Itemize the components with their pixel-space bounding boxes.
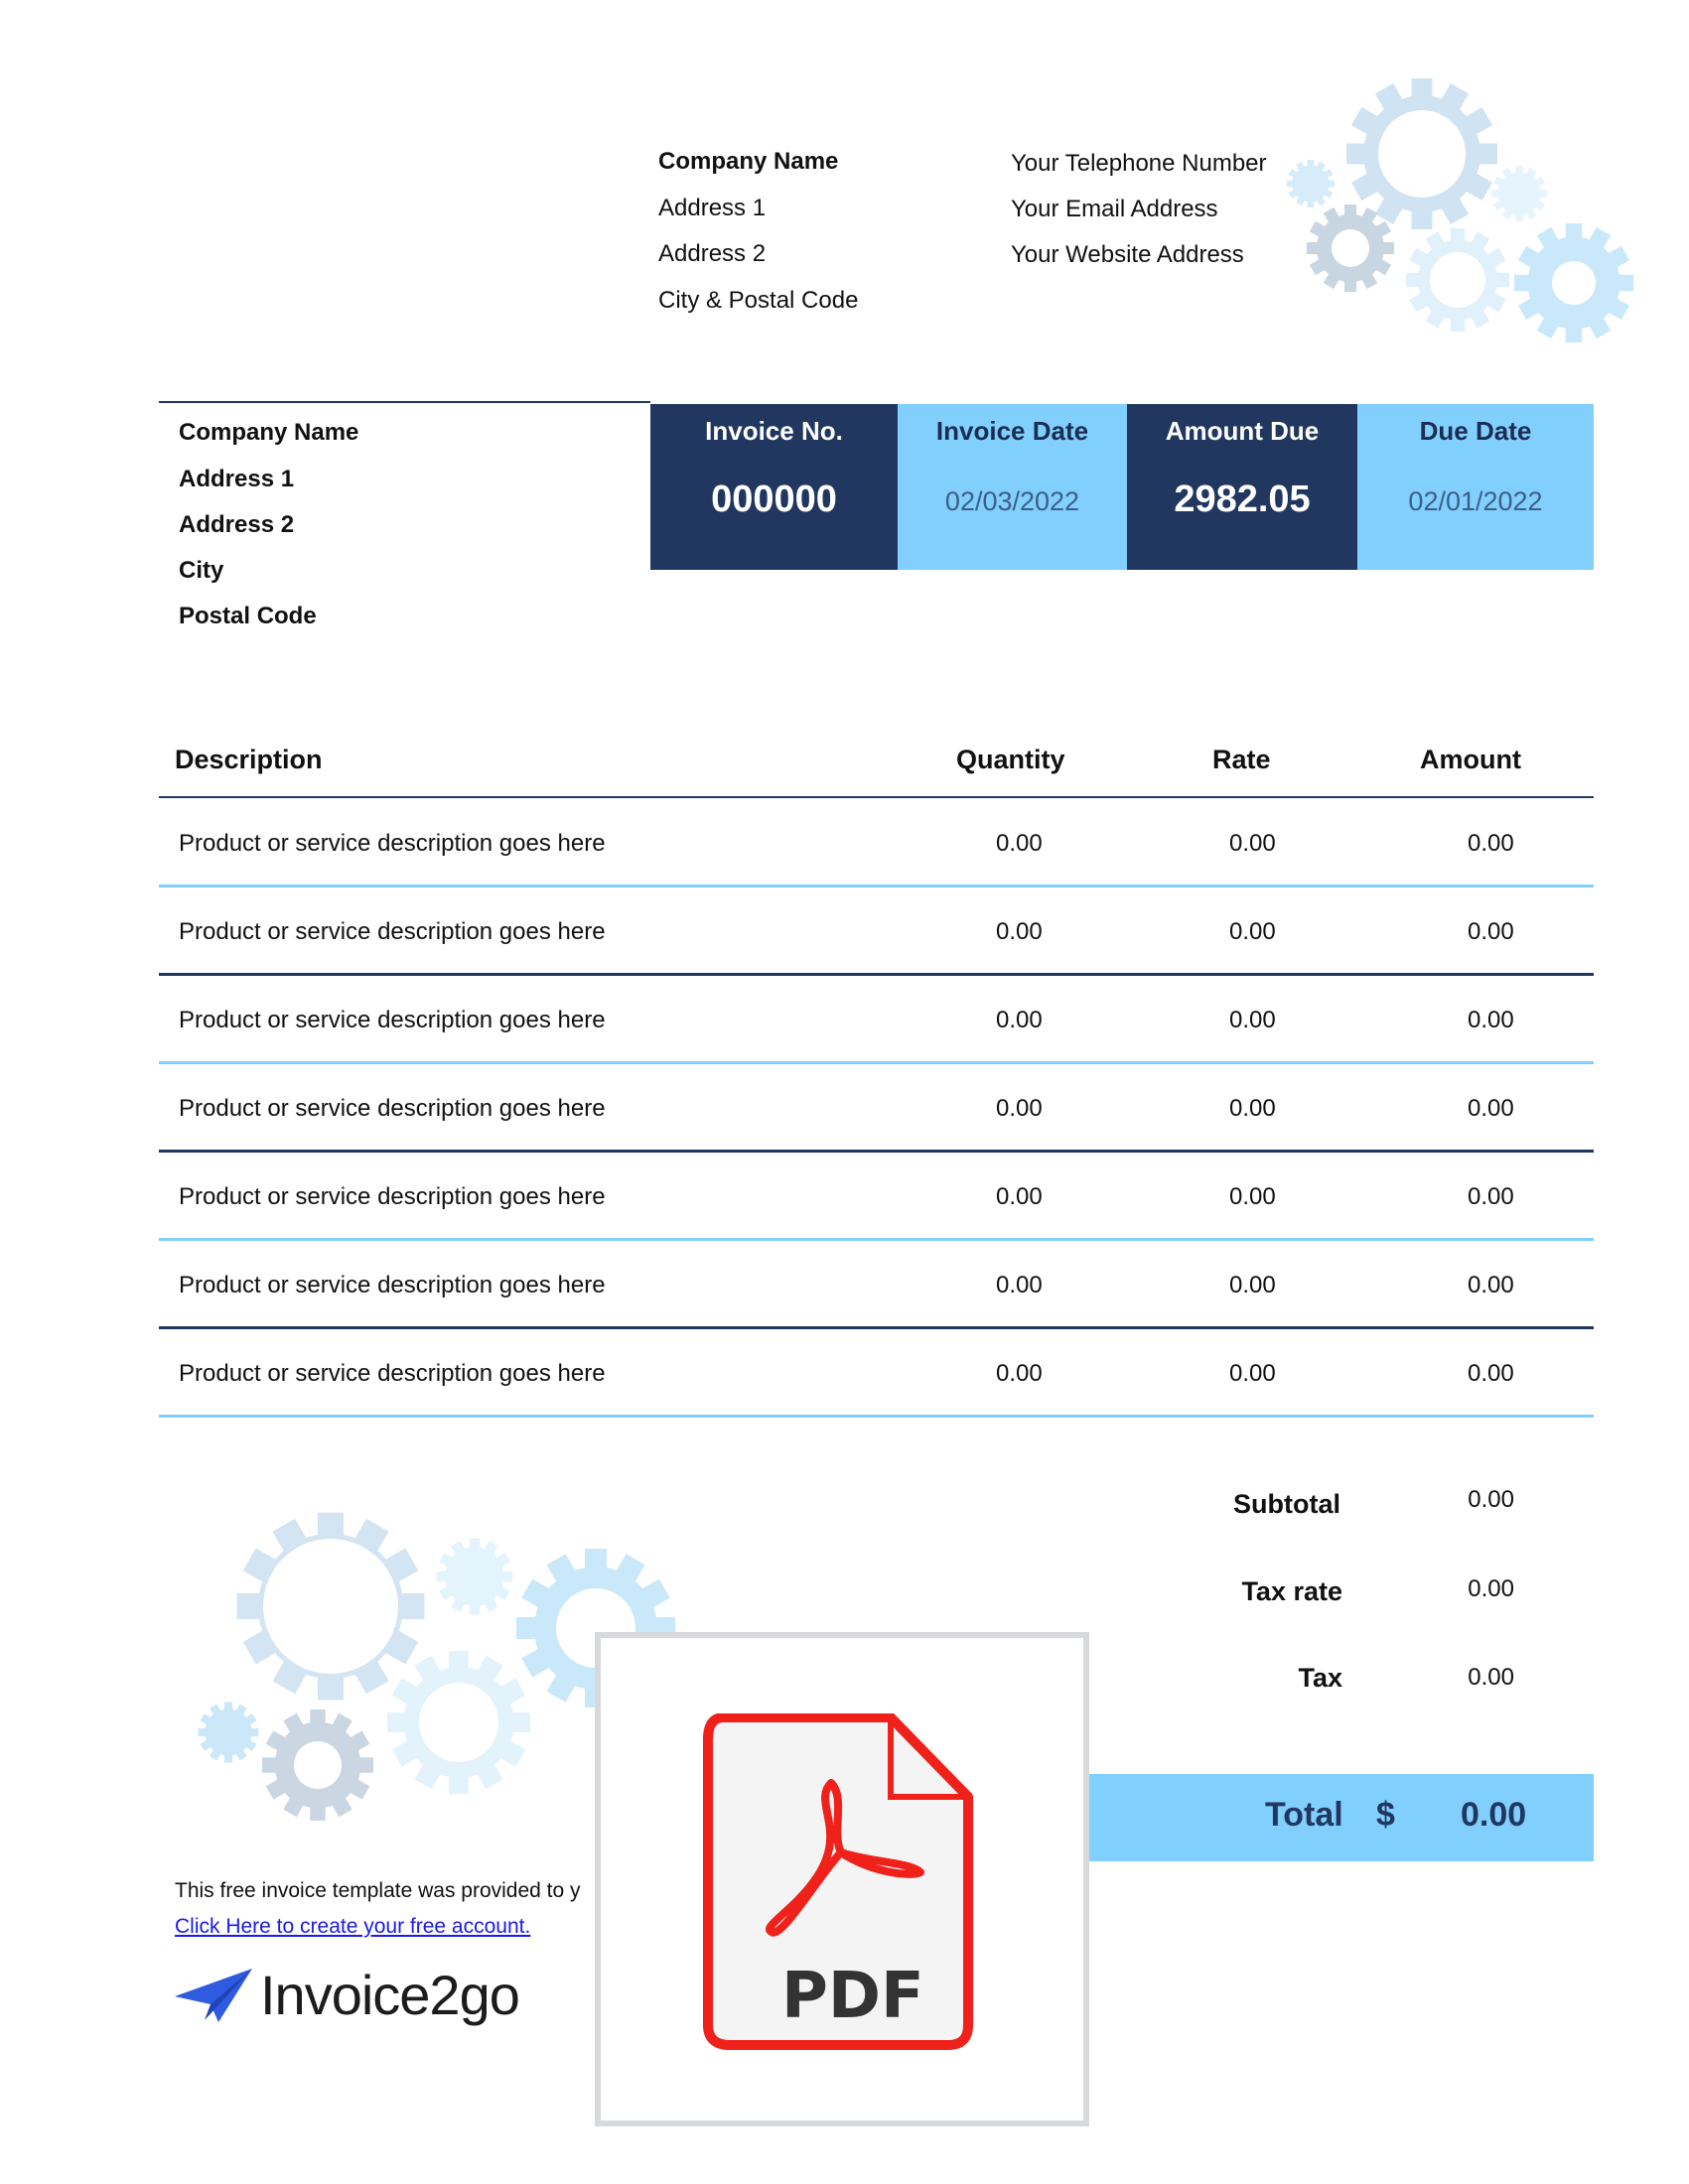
tax-value: 0.00 (1468, 1664, 1514, 1691)
gear-icon (387, 1651, 530, 1794)
gear-icon (1514, 223, 1633, 342)
row-rate: 0.00 (1229, 1272, 1276, 1298)
row-description: Product or service description goes here (179, 918, 606, 945)
row-divider (159, 1326, 1594, 1329)
billing-company-name: Company Name (179, 419, 359, 446)
row-rate: 0.00 (1229, 918, 1276, 945)
billing-address-2: Address 2 (179, 511, 295, 538)
brand-name: Invoice2go (260, 1964, 519, 2026)
sender-telephone: Your Telephone Number (1011, 150, 1267, 177)
tax-rate-value: 0.00 (1468, 1575, 1514, 1602)
invoice-date-label: Invoice Date (935, 416, 1089, 446)
create-account-link[interactable]: Click Here to create your free account. (175, 1915, 531, 1938)
total-bar (1082, 1774, 1594, 1861)
due-date-box (1357, 404, 1594, 570)
row-quantity: 0.00 (996, 918, 1043, 945)
invoice-date-value: 02/03/2022 (944, 486, 1080, 516)
row-quantity: 0.00 (996, 1272, 1043, 1298)
row-description: Product or service description goes here (179, 1183, 606, 1210)
gear-icon (1307, 205, 1394, 292)
invoice-number-value: 000000 (711, 478, 837, 520)
row-quantity: 0.00 (996, 830, 1043, 857)
row-quantity: 0.00 (996, 1007, 1043, 1033)
row-amount: 0.00 (1468, 1095, 1514, 1122)
row-divider (159, 1150, 1594, 1153)
gears-decoration-top (1271, 60, 1668, 357)
invoice-number-label: Invoice No. (705, 416, 843, 446)
row-description: Product or service description goes here (179, 1007, 606, 1033)
billing-divider (159, 401, 650, 403)
total-label: Total (1265, 1796, 1343, 1834)
row-quantity: 0.00 (996, 1360, 1043, 1387)
paper-plane-icon (175, 1967, 254, 2024)
row-rate: 0.00 (1229, 1007, 1276, 1033)
sender-company-name: Company Name (658, 148, 839, 175)
gear-icon (199, 1703, 259, 1763)
column-header-description: Description (175, 745, 323, 774)
due-date-value: 02/01/2022 (1408, 486, 1543, 516)
column-header-quantity: Quantity (956, 745, 1065, 774)
row-amount: 0.00 (1468, 918, 1514, 945)
row-divider (159, 1061, 1594, 1064)
row-description: Product or service description goes here (179, 1272, 606, 1298)
row-quantity: 0.00 (996, 1183, 1043, 1210)
row-amount: 0.00 (1468, 1183, 1514, 1210)
tax-label: Tax (1298, 1663, 1342, 1693)
row-divider (159, 885, 1594, 887)
footer-note: This free invoice template was provided to y (175, 1879, 581, 1902)
row-description: Product or service description goes here (179, 1360, 606, 1387)
row-amount: 0.00 (1468, 830, 1514, 857)
row-description: Product or service description goes here (179, 830, 606, 857)
pdf-preview-card[interactable] (595, 1632, 1089, 2126)
total-currency: $ (1376, 1796, 1395, 1834)
gear-icon (262, 1709, 373, 1821)
gear-icon (1346, 78, 1497, 229)
row-quantity: 0.00 (996, 1095, 1043, 1122)
sender-email: Your Email Address (1011, 196, 1218, 222)
column-header-rate: Rate (1212, 745, 1271, 774)
subtotal-value: 0.00 (1468, 1486, 1514, 1513)
row-divider (159, 1238, 1594, 1241)
amount-due-box (1127, 404, 1357, 570)
row-rate: 0.00 (1229, 1360, 1276, 1387)
gear-icon (1491, 166, 1547, 221)
subtotal-label: Subtotal (1233, 1489, 1340, 1519)
pdf-label: PDF (781, 1960, 924, 2033)
row-amount: 0.00 (1468, 1007, 1514, 1033)
billing-city: City (179, 557, 224, 584)
gear-icon (1406, 228, 1509, 332)
billing-postal-code: Postal Code (179, 603, 317, 629)
row-divider (159, 973, 1594, 976)
row-amount: 0.00 (1468, 1360, 1514, 1387)
amount-due-value: 2982.05 (1174, 478, 1311, 520)
row-description: Product or service description goes here (179, 1095, 606, 1122)
gear-icon (437, 1539, 513, 1615)
gear-icon (237, 1513, 425, 1701)
row-rate: 0.00 (1229, 830, 1276, 857)
row-rate: 0.00 (1229, 1095, 1276, 1122)
column-header-amount: Amount (1420, 745, 1521, 774)
invoice-number-box (650, 404, 898, 570)
sender-address-1: Address 1 (658, 195, 767, 221)
total-value: 0.00 (1461, 1796, 1527, 1834)
gear-icon (1287, 160, 1335, 207)
row-divider (159, 1415, 1594, 1418)
sender-city-postal: City & Postal Code (658, 287, 859, 314)
due-date-label: Due Date (1419, 416, 1532, 446)
sender-address-2: Address 2 (658, 240, 767, 267)
invoice-date-box (898, 404, 1127, 570)
row-amount: 0.00 (1468, 1272, 1514, 1298)
table-header-divider (159, 796, 1594, 798)
tax-rate-label: Tax rate (1241, 1576, 1342, 1606)
billing-address-1: Address 1 (179, 466, 295, 492)
amount-due-label: Amount Due (1165, 416, 1320, 446)
row-rate: 0.00 (1229, 1183, 1276, 1210)
sender-website: Your Website Address (1011, 241, 1244, 268)
